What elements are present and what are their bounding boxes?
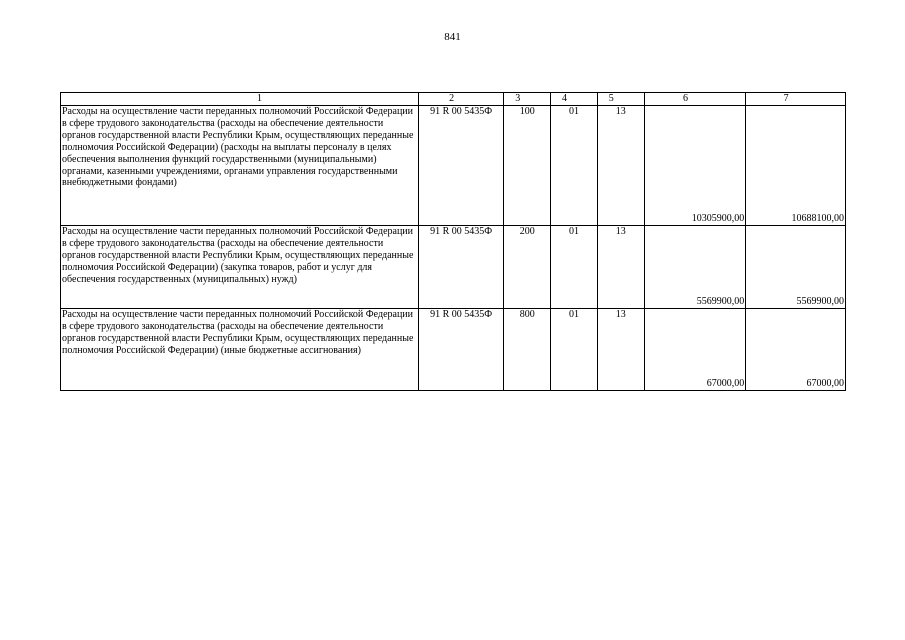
row-target-article: 91 R 00 5435Ф <box>418 226 503 309</box>
row-description: Расходы на осуществление части переданных полномочий Российской Федерации в сфере трудового законодательства (расходы на обеспечение деятельности органов государственной власти Республики Крым, осуществляющих переданные полномочия Российской Федерации) (расходы на выплаты персоналу в целях обеспечения выполнения функций государственными (муниципальными) органами, казенными учреждениями, органами управления государственными внебюджетными фондами) <box>61 106 419 226</box>
table-row <box>61 106 846 226</box>
row-target-article: 91 R 00 5435Ф <box>418 106 503 226</box>
column-header-3: 3 <box>504 93 551 106</box>
column-header-7: 7 <box>746 93 846 106</box>
row-section: 01 <box>551 226 598 309</box>
row-target-article: 91 R 00 5435Ф <box>418 309 503 391</box>
row-expense-type: 200 <box>504 226 551 309</box>
row-expense-type: 800 <box>504 309 551 391</box>
table-row <box>61 309 846 391</box>
column-header-2: 2 <box>418 93 503 106</box>
row-description: Расходы на осуществление части переданных полномочий Российской Федерации в сфере трудового законодательства (расходы на обеспечение деятельности органов государственной власти Республики Крым, осуществляющих переданные полномочия Российской Федерации) (закупка товаров, работ и услуг для обеспечения государственных (муниципальных) нужд) <box>61 226 419 309</box>
column-header-5: 5 <box>597 93 644 106</box>
row-subsection: 13 <box>597 309 644 391</box>
row-amount-col6: 5569900,00 <box>644 226 746 309</box>
row-amount-col7: 10688100,00 <box>746 106 846 226</box>
row-section: 01 <box>551 106 598 226</box>
column-header-6: 6 <box>644 93 746 106</box>
row-amount-col7: 5569900,00 <box>746 226 846 309</box>
budget-table <box>60 92 846 391</box>
row-section: 01 <box>551 309 598 391</box>
table-row <box>61 226 846 309</box>
column-header-4: 4 <box>551 93 598 106</box>
row-amount-col6: 10305900,00 <box>644 106 746 226</box>
row-amount-col6: 67000,00 <box>644 309 746 391</box>
header-row <box>61 93 846 106</box>
row-subsection: 13 <box>597 106 644 226</box>
row-expense-type: 100 <box>504 106 551 226</box>
row-amount-col7: 67000,00 <box>746 309 846 391</box>
row-description: Расходы на осуществление части переданных полномочий Российской Федерации в сфере трудового законодательства (расходы на обеспечение деятельности органов государственной власти Республики Крым, осуществляющих переданные полномочия Российской Федерации) (иные бюджетные ассигнования) <box>61 309 419 391</box>
row-subsection: 13 <box>597 226 644 309</box>
page-number: 841 <box>444 31 461 43</box>
column-header-1: 1 <box>61 93 419 106</box>
